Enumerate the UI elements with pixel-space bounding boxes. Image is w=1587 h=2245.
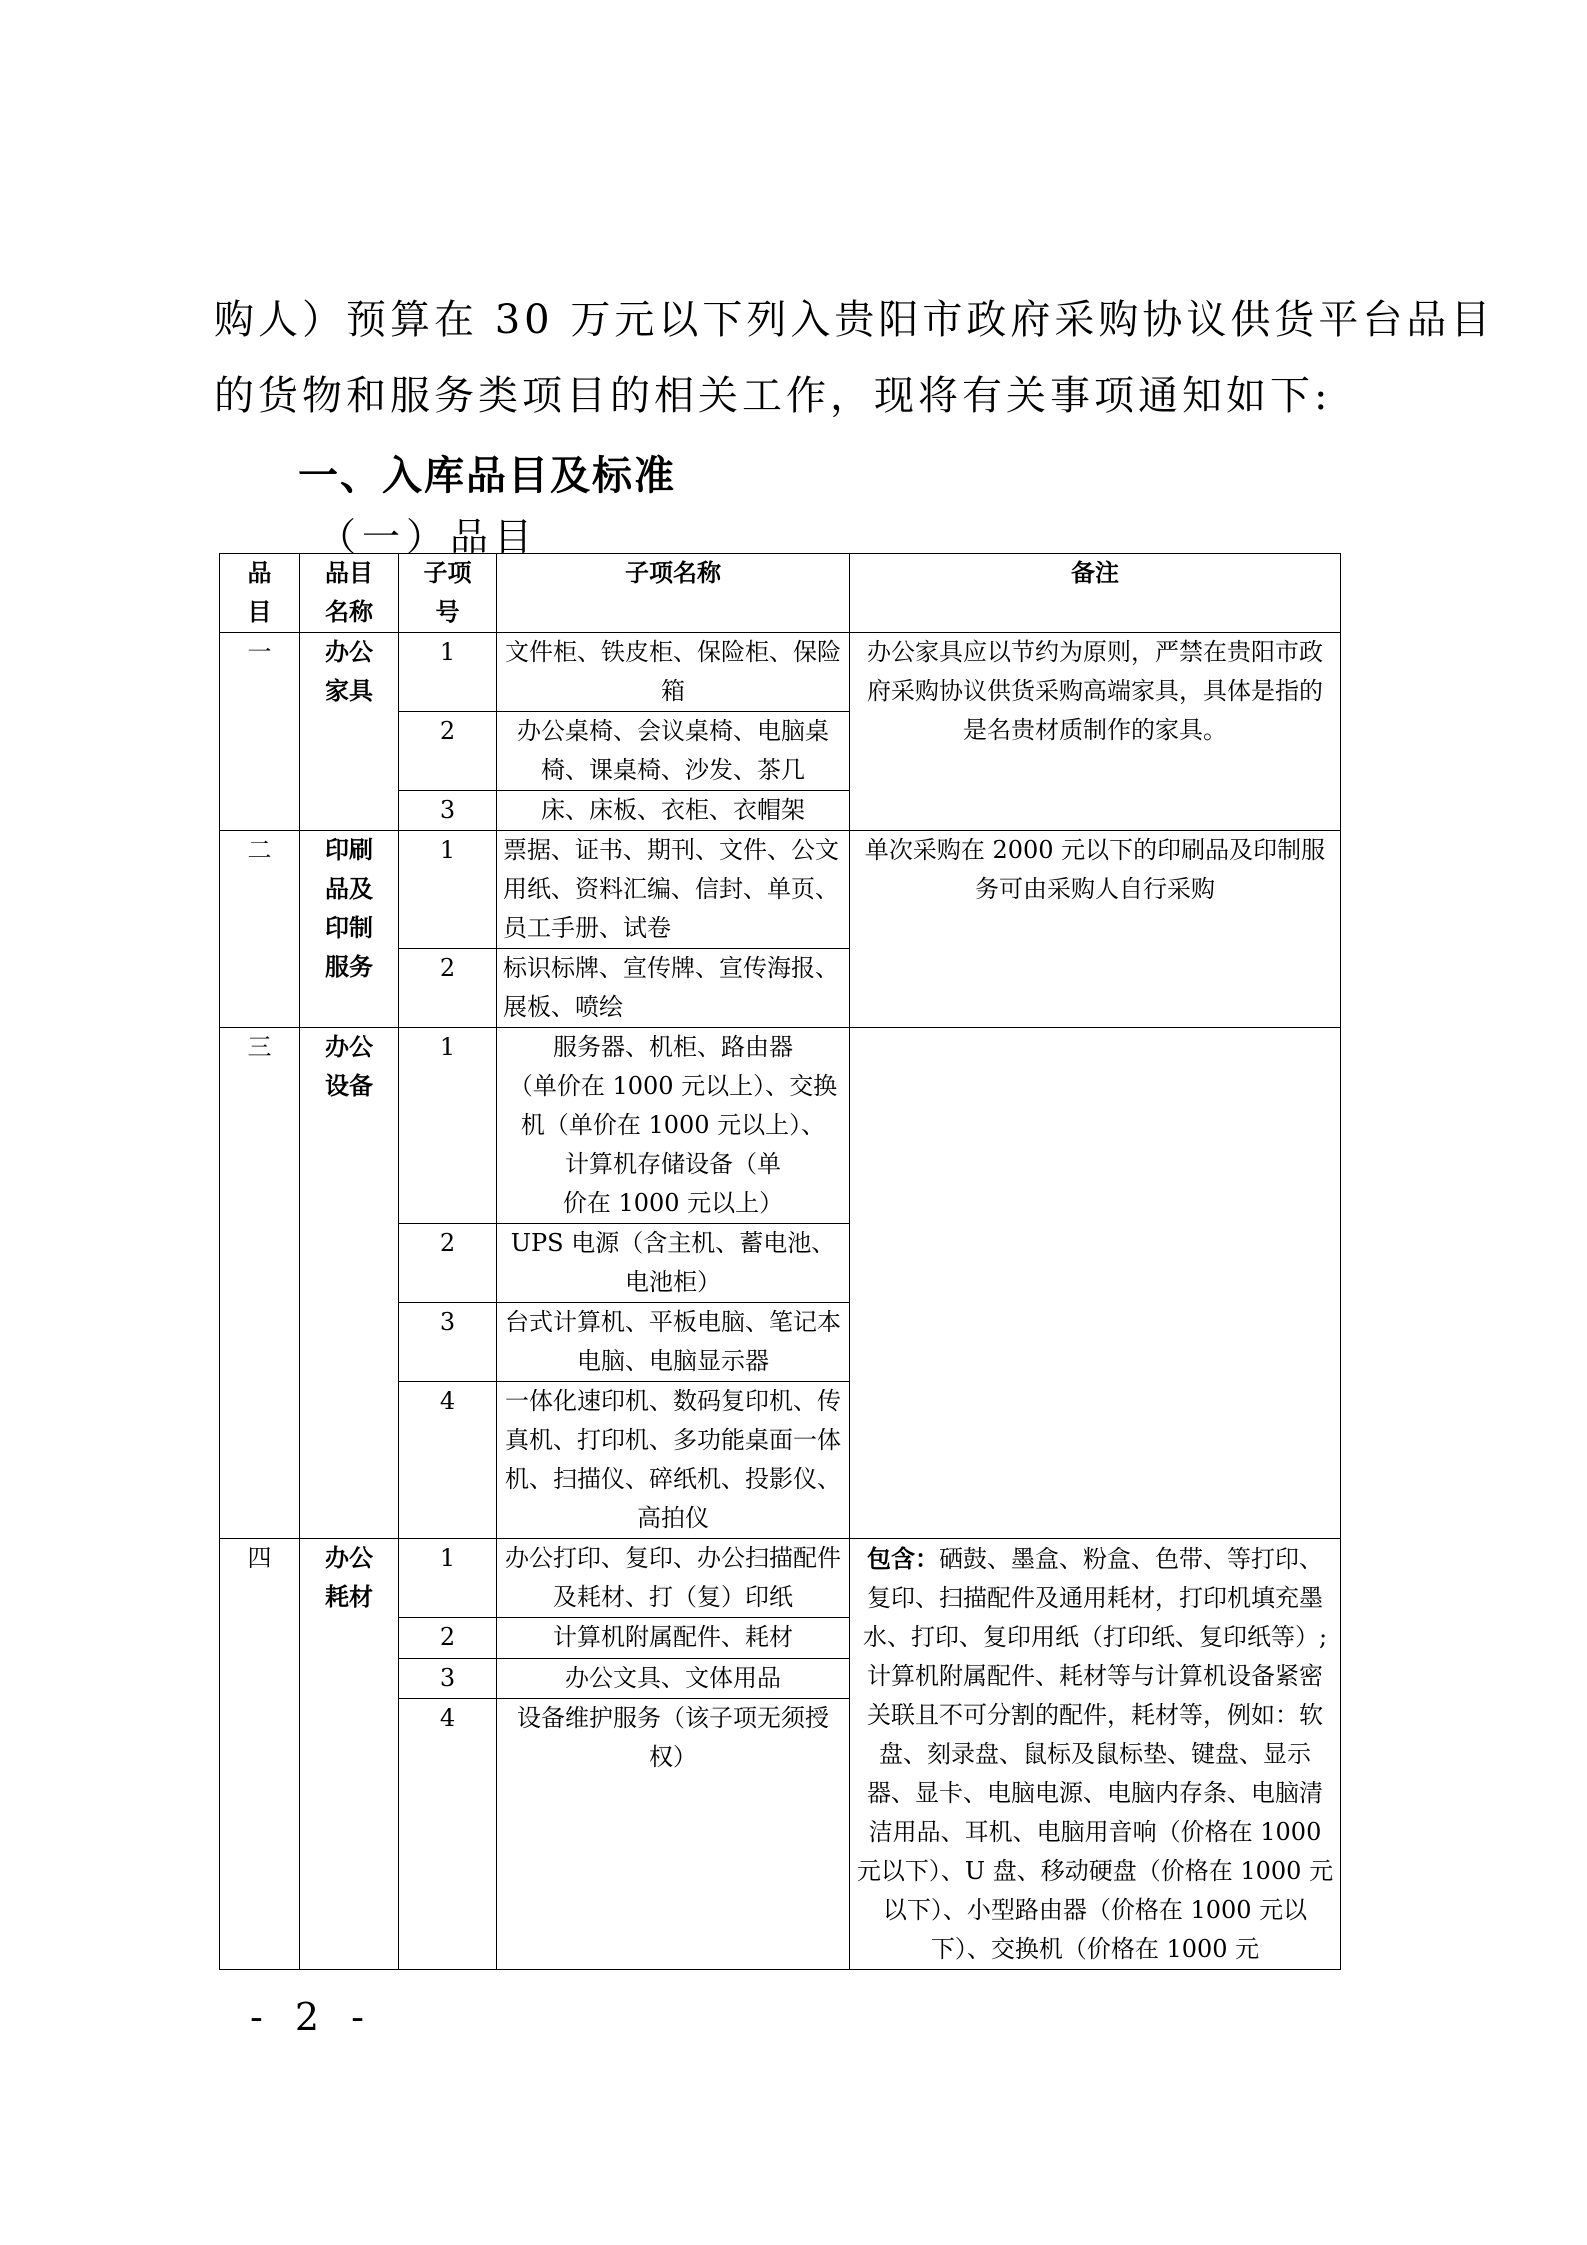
- table-row: [220, 831, 1341, 949]
- sub-no: 4: [399, 1698, 497, 1969]
- sub-name: 服务器、机柜、路由器 （单价在 1000 元以上）、交换机（单价在 1000 元以上）、 计算机存储设备（单 价在 1000 元以上）: [497, 1028, 850, 1224]
- header-sub-name: 子项名称: [497, 554, 850, 633]
- category-name: 办公 耗材: [300, 1539, 399, 1970]
- category-no: 二: [220, 831, 300, 1028]
- sub-no: 3: [399, 791, 497, 831]
- sub-name: 办公打印、复印、办公扫描配件及耗材、打（复）印纸: [497, 1539, 850, 1618]
- sub-name: 设备维护服务（该子项无须授权）: [497, 1698, 850, 1969]
- sub-no: 1: [399, 633, 497, 712]
- sub-name: 标识标牌、宣传牌、宣传海报、展板、喷绘: [497, 949, 850, 1028]
- category-name: 印刷 品及 印制 服务: [300, 831, 399, 1028]
- category-name: 办公 家具: [300, 633, 399, 831]
- header-category-no: 品 目: [220, 554, 300, 633]
- note-text: 硒鼓、墨盒、粉盒、色带、等打印、复印、扫描配件及通用耗材，打印机填充墨水、打印、复印用纸（打印纸、复印纸等）;计算机附属配件、耗材等与计算机设备紧密关联且不可分割的配件，耗材等，例如：软盘、刻录盘、鼠标及鼠标垫、键盘、显示器、显卡、电脑电源、电脑内存条、电脑清洁用品、耳机、电脑用音响（价格在 1000 元以下）、U 盘、移动硬盘（价格在 1000 元以下）、小型路由器（价格在 1000 元以下）、交换机（价格在 1000 元: [856, 1545, 1334, 1963]
- category-no: 三: [220, 1028, 300, 1539]
- sub-name: 台式计算机、平板电脑、笔记本电脑、电脑显示器: [497, 1303, 850, 1382]
- sub-no: 1: [399, 831, 497, 949]
- table-row: [220, 633, 1341, 712]
- sub-name: 票据、证书、期刊、文件、公文用纸、资料汇编、信封、单页、员工手册、试卷: [497, 831, 850, 949]
- sub-name: 办公文具、文体用品: [497, 1658, 850, 1698]
- header-category-name: 品目 名称: [300, 554, 399, 633]
- sub-name: 计算机附属配件、耗材: [497, 1618, 850, 1658]
- category-no: 一: [220, 633, 300, 831]
- header-sub-no: 子项 号: [399, 554, 497, 633]
- page-number: - 2 -: [250, 1995, 375, 2039]
- sub-heading: （一）品目: [318, 515, 539, 559]
- table-header-row: [220, 554, 1341, 633]
- sub-no: 2: [399, 712, 497, 791]
- intro-line-1: 购人）预算在 30 万元以下列入贵阳市政府采购协议供货平台品目: [214, 297, 1495, 343]
- sub-name: 文件柜、铁皮柜、保险柜、保险箱: [497, 633, 850, 712]
- header-note: 备注: [850, 554, 1341, 633]
- category-note: 单次采购在 2000 元以下的印刷品及印制服务可由采购人自行采购: [850, 831, 1341, 1028]
- sub-name: UPS 电源（含主机、蓄电池、电池柜）: [497, 1224, 850, 1303]
- section-heading: 一、入库品目及标准: [298, 453, 676, 499]
- category-note: 办公家具应以节约为原则，严禁在贵阳市政府采购协议供货采购高端家具，具体是指的是名贵材质制作的家具。: [850, 633, 1341, 831]
- sub-name: 办公桌椅、会议桌椅、电脑桌椅、课桌椅、沙发、茶几: [497, 712, 850, 791]
- sub-no: 2: [399, 1618, 497, 1658]
- sub-no: 3: [399, 1658, 497, 1698]
- category-no: 四: [220, 1539, 300, 1970]
- category-note: [850, 1539, 1341, 1970]
- category-name: 办公 设备: [300, 1028, 399, 1539]
- sub-no: 1: [399, 1539, 497, 1618]
- sub-name: 一体化速印机、数码复印机、传真机、打印机、多功能桌面一体机、扫描仪、碎纸机、投影仪、高拍仪: [497, 1382, 850, 1539]
- catalog-table: [219, 553, 1341, 1970]
- sub-no: 1: [399, 1028, 497, 1224]
- table-row: [220, 1028, 1341, 1224]
- category-note: [850, 1028, 1341, 1539]
- sub-no: 4: [399, 1382, 497, 1539]
- table-row: [220, 1539, 1341, 1618]
- sub-no: 2: [399, 949, 497, 1028]
- sub-no: 2: [399, 1224, 497, 1303]
- note-label: 包含：: [867, 1544, 939, 1573]
- sub-no: 3: [399, 1303, 497, 1382]
- intro-line-2: 的货物和服务类项目的相关工作，现将有关事项通知如下:: [214, 373, 1332, 419]
- sub-name: 床、床板、衣柜、衣帽架: [497, 791, 850, 831]
